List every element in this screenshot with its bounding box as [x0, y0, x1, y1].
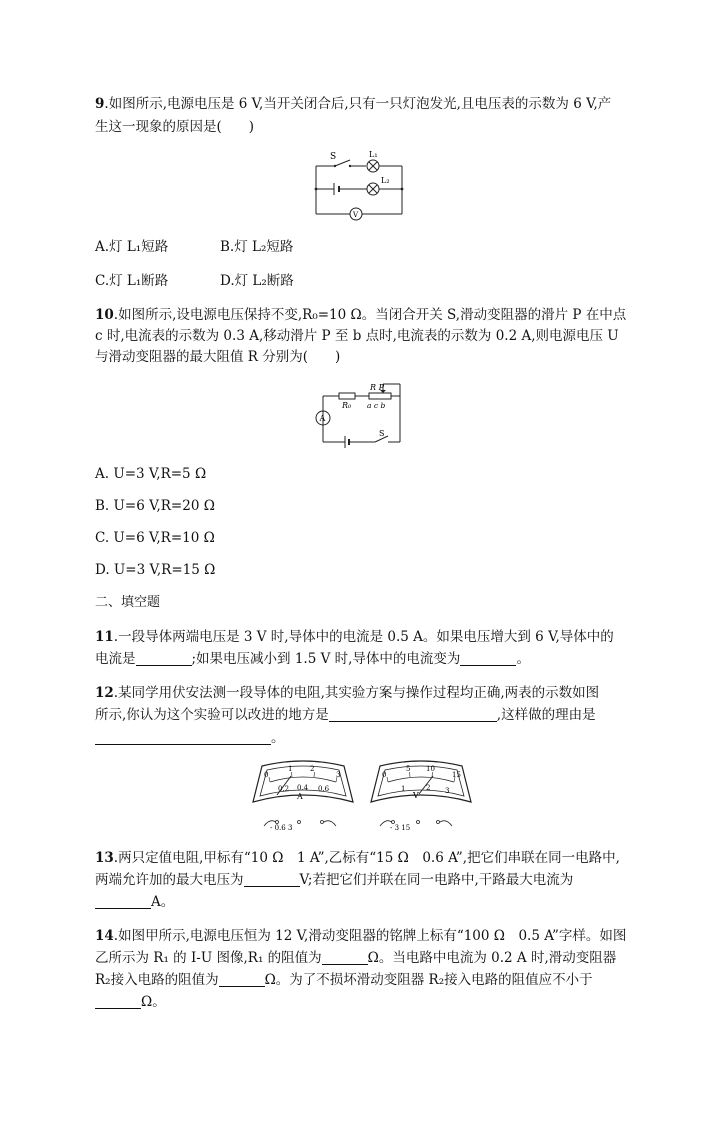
- q14-line2: [95, 949, 616, 967]
- q12-line1: [95, 684, 599, 702]
- q13-text2b: V;若把它们并联在同一电路中,干路最大电流为: [299, 872, 574, 888]
- q9-switch-label: S: [330, 152, 337, 162]
- q12-number: 12: [95, 685, 114, 701]
- q11-blank-2[interactable]: [460, 651, 516, 666]
- q9-option-b: B.灯 L₂短路: [220, 239, 294, 255]
- q14-line1: [95, 927, 626, 945]
- ammeter-bottom-0.2: 0.2: [278, 785, 290, 793]
- voltmeter-top-15: 15: [452, 771, 461, 779]
- q11-line1: [95, 628, 614, 646]
- q14-text2a: 乙所示为 R₁ 的 I-U 图像,R₁ 的阻值为: [95, 950, 322, 966]
- q14-blank-2[interactable]: [219, 972, 265, 987]
- ammeter-top-1: 1: [288, 765, 293, 773]
- q13-number: 13: [95, 850, 114, 866]
- q11-blank-1[interactable]: [136, 651, 192, 666]
- q10-rp-label: R P: [370, 383, 384, 392]
- q10-abc-label: a c b: [367, 401, 386, 410]
- q13-line1: [95, 849, 620, 867]
- q9-circuit-diagram: [310, 150, 410, 220]
- q9-line2: 生这一现象的原因是( ): [95, 119, 255, 135]
- q13-text3: A。: [151, 894, 175, 910]
- ammeter-top-2: 2: [310, 765, 315, 773]
- q13-line3: [95, 893, 174, 911]
- voltmeter-bottom-3: 3: [445, 787, 450, 795]
- q10-line2: c 时,电流表的示数为 0.3 A,移动滑片 P 至 b 点时,电流表的示数为 0.2 A,则电源电压 U: [95, 328, 619, 344]
- q9-option-c: C.灯 L₁断路: [95, 273, 169, 289]
- q10-text1: .如图所示,设电源电压保持不变,R₀=10 Ω。当闭合开关 S,滑动变阻器的滑片 P 在中点: [113, 307, 627, 323]
- q14-blank-1[interactable]: [322, 950, 368, 965]
- q12-text3: 。: [271, 730, 285, 746]
- voltmeter-bottom-1: 1: [401, 785, 406, 793]
- q12-line2: [95, 706, 596, 724]
- q11-number: 11: [95, 629, 114, 645]
- q9-option-a: A.灯 L₁短路: [95, 239, 169, 255]
- q10-ammeter-label: A: [319, 414, 326, 423]
- q12-voltmeter-dial: [368, 762, 474, 832]
- q9-lamp1-label: L₁: [369, 150, 378, 159]
- ammeter-terminals: - 0.6 3: [270, 824, 293, 832]
- voltmeter-terminals: - 3 15: [390, 824, 411, 832]
- q11-line2: [95, 650, 530, 668]
- q11-text1: .一段导体两端电压是 3 V 时,导体中的电流是 0.5 A。如果电压增大到 6 V,导体中的: [113, 629, 614, 645]
- q14-number: 14: [95, 928, 114, 944]
- q10-number: 10: [95, 307, 114, 323]
- q12-text2b: ,这样做的理由是: [496, 707, 596, 723]
- q10-circuit-diagram: [313, 378, 408, 448]
- q12-text2a: 所示,你认为这个实验可以改进的地方是: [95, 707, 329, 723]
- voltmeter-top-0: 0: [382, 771, 387, 779]
- q9-option-d: D.灯 L₂断路: [220, 273, 294, 289]
- q14-text4: Ω。: [141, 994, 166, 1010]
- q10-option-b: B. U=6 V,R=20 Ω: [95, 498, 215, 514]
- q11-text2c: 。: [516, 651, 530, 667]
- q13-text2a: 两端允许加的最大电压为: [95, 872, 244, 888]
- ammeter-top-0: 0: [264, 771, 269, 779]
- voltmeter-bottom-2: 2: [426, 784, 431, 792]
- q14-text1: .如图甲所示,电源电压恒为 12 V,滑动变阻器的铭牌上标有“100 Ω 0.5 A”字样。如图: [113, 928, 627, 944]
- q10-r0-label: R₀: [342, 401, 352, 410]
- ammeter-bottom-0.6: 0.6: [318, 785, 330, 793]
- q10-option-c: C. U=6 V,R=10 Ω: [95, 530, 215, 546]
- q12-text1: .某同学用伏安法测一段导体的电阻,其实验方案与操作过程均正确,两表的示数如图: [113, 685, 600, 701]
- q13-blank-1[interactable]: [244, 872, 300, 887]
- q10-line3: 与滑动变阻器的最大阻值 R 分别为( ): [95, 349, 341, 365]
- ammeter-top-3: 3: [336, 771, 341, 779]
- q14-line3: [95, 971, 593, 989]
- q13-text1: .两只定值电阻,甲标有“10 Ω 1 A”,乙标有“15 Ω 0.6 A”,把它们串联在同一电路中,: [113, 850, 620, 866]
- ammeter-unit: A: [297, 792, 303, 801]
- q9-lamp2-label: L₂: [381, 176, 390, 185]
- q12-blank-2[interactable]: [95, 730, 271, 745]
- q10-line1: [95, 306, 626, 324]
- q14-line4: [95, 993, 166, 1011]
- q14-text3b: Ω。为了不损坏滑动变阻器 R₂接入电路的阻值应不小于: [264, 972, 593, 988]
- q9-line1: [95, 95, 611, 113]
- ammeter-bottom-0.4: 0.4: [297, 784, 309, 792]
- q14-text2b: Ω。当电路中电流为 0.2 A 时,滑动变阻器: [367, 950, 617, 966]
- q13-line2: [95, 871, 573, 889]
- voltmeter-top-5: 5: [406, 765, 411, 773]
- voltmeter-top-10: 10: [426, 765, 435, 773]
- q11-text2a: 电流是: [95, 651, 136, 667]
- q10-switch-label: S: [379, 429, 385, 438]
- section-heading-fill-blank: 二、填空题: [95, 595, 161, 610]
- q14-blank-3[interactable]: [95, 994, 141, 1009]
- q13-blank-2[interactable]: [95, 894, 151, 909]
- q12-line3: [95, 729, 285, 747]
- q10-option-a: A. U=3 V,R=5 Ω: [95, 466, 207, 482]
- q12-ammeter-dial: [250, 762, 356, 832]
- q9-voltmeter-label: V: [353, 211, 359, 219]
- q14-text3a: R₂接入电路的阻值为: [95, 972, 219, 988]
- q11-text2b: ;如果电压减小到 1.5 V 时,导体中的电流变为: [191, 651, 461, 667]
- q9-text1: .如图所示,电源电压是 6 V,当开关闭合后,只有一只灯泡发光,且电压表的示数为 6 V,产: [104, 96, 612, 112]
- q9-number: 9: [95, 96, 105, 112]
- q10-option-d: D. U=3 V,R=15 Ω: [95, 562, 216, 578]
- q12-blank-1[interactable]: [329, 707, 497, 722]
- voltmeter-unit: V: [413, 791, 419, 800]
